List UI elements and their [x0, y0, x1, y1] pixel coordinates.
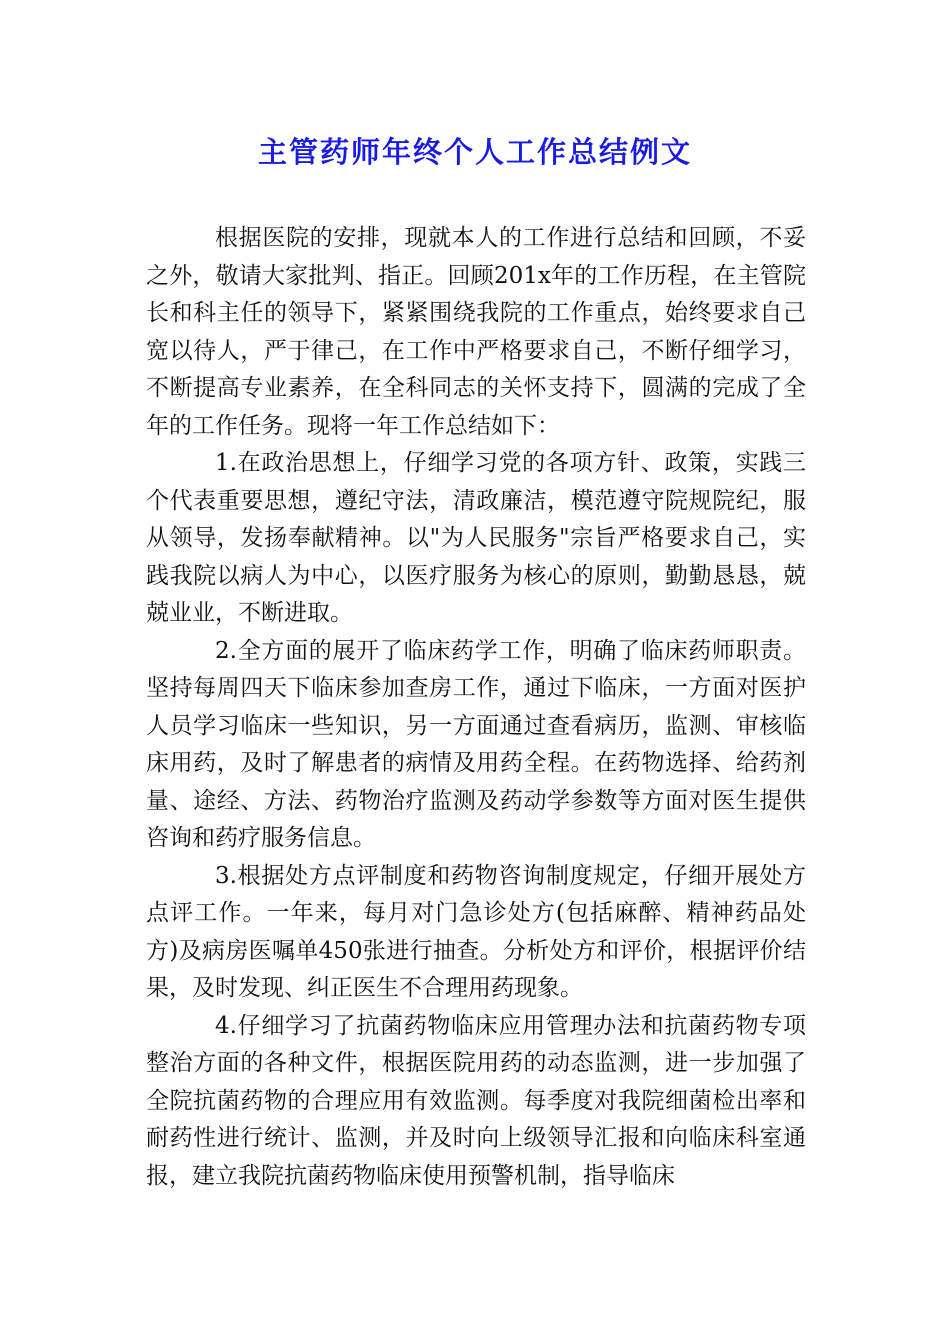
paragraph-item-3: 3.根据处方点评制度和药物咨询制度规定，仔细开展处方点评工作。一年来，每月对门急诊处方(包括麻醉、精神药品处方)及病房医嘱单450张进行抽查。分析处方和评价，根据评价结果，及时发现、纠正医生不合理用药现象。: [146, 862, 806, 1001]
paragraph-item-2: 2.全方面的展开了临床药学工作，明确了临床药师职责。坚持每周四天下临床参加查房工作，通过下临床，一方面对医护人员学习临床一些知识，另一方面通过查看病历，监测、审核临床用药，及时了解患者的病情及用药全程。在药物选择、给药剂量、途经、方法、药物治疗监测及药动学参数等方面对医生提供咨询和药疗服务信息。: [146, 637, 806, 851]
paragraph-item-1: 1.在政治思想上，仔细学习党的各项方针、政策，实践三个代表重要思想，遵纪守法，清政廉洁，模范遵守院规院纪，服从领导，发扬奉献精神。以"为人民服务"宗旨严格要求自己，实践我院以病人为中心，以医疗服务为核心的原则，勤勤恳恳，兢兢业业，不断进取。: [146, 450, 806, 626]
document-title: 主管药师年终个人工作总结例文: [257, 135, 692, 169]
document-body: [146, 220, 806, 1195]
paragraph-item-4: 4.仔细学习了抗菌药物临床应用管理办法和抗菌药物专项整治方面的各种文件，根据医院用药的动态监测，进一步加强了全院抗菌药物的合理应用有效监测。每季度对我院细菌检出率和耐药性进行统计、监测，并及时向上级领导汇报和向临床科室通报，建立我院抗菌药物临床使用预警机制，指导临床: [146, 1012, 806, 1189]
paragraph-intro: 根据医院的安排，现就本人的工作进行总结和回顾，不妥之外，敬请大家批判、指正。回顾201x年的工作历程，在主管院长和科主任的领导下，紧紧围绕我院的工作重点，始终要求自己宽以待人，严于律己，在工作中严格要求自己，不断仔细学习，不断提高专业素养，在全科同志的关怀支持下，圆满的完成了全年的工作任务。现将一年工作总结如下：: [146, 225, 806, 439]
